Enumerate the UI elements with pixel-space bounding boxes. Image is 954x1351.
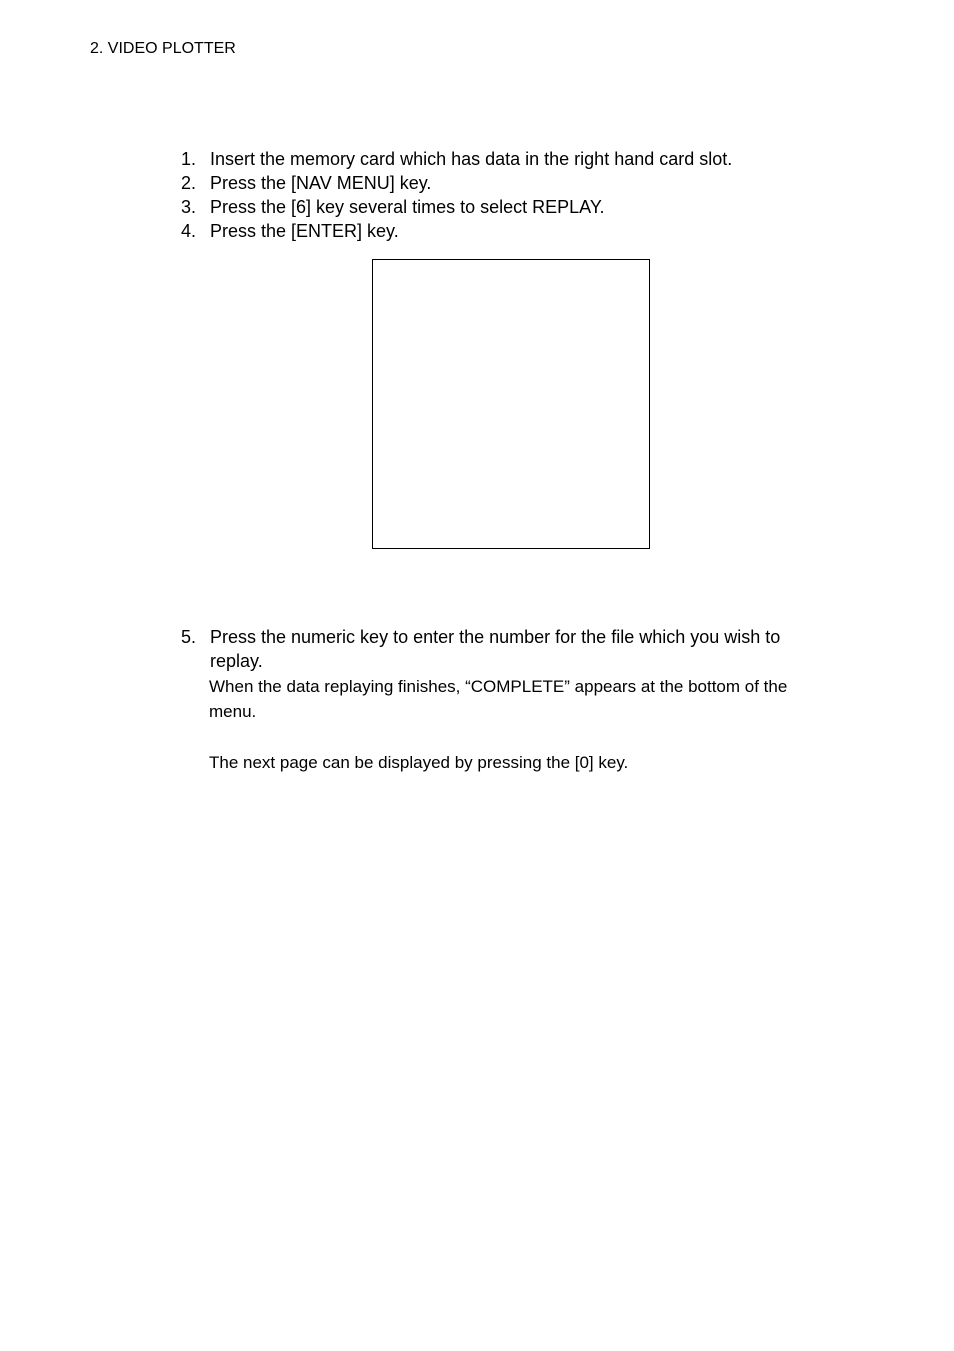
replay-menu-figure bbox=[372, 259, 650, 549]
step-text: Insert the memory card which has data in the right hand card slot. bbox=[210, 149, 733, 169]
running-header: 2. VIDEO PLOTTER bbox=[90, 40, 236, 57]
step-item bbox=[181, 219, 831, 243]
step-item bbox=[181, 147, 831, 171]
step-number: 2. bbox=[181, 173, 197, 193]
step-text: Press the [6] key several times to select REPLAY. bbox=[210, 197, 605, 217]
step-text: Press the [NAV MENU] key. bbox=[210, 173, 432, 193]
procedure-steps-continued bbox=[181, 625, 831, 673]
step-number: 3. bbox=[181, 197, 197, 217]
step-item bbox=[181, 625, 831, 673]
procedure-steps bbox=[181, 147, 831, 243]
step-item bbox=[181, 195, 831, 219]
step-number: 1. bbox=[181, 149, 197, 169]
next-page-note: The next page can be displayed by pressing the [0] key. bbox=[209, 753, 629, 772]
step-item bbox=[181, 171, 831, 195]
step-number: 4. bbox=[181, 221, 197, 241]
step-text: Press the numeric key to enter the number for the file which you wish to replay. bbox=[210, 627, 781, 671]
step-number: 5. bbox=[181, 627, 197, 647]
complete-note: When the data replaying finishes, “COMPLETE” appears at the bottom of the menu. bbox=[209, 677, 788, 721]
step-text: Press the [ENTER] key. bbox=[210, 221, 399, 241]
